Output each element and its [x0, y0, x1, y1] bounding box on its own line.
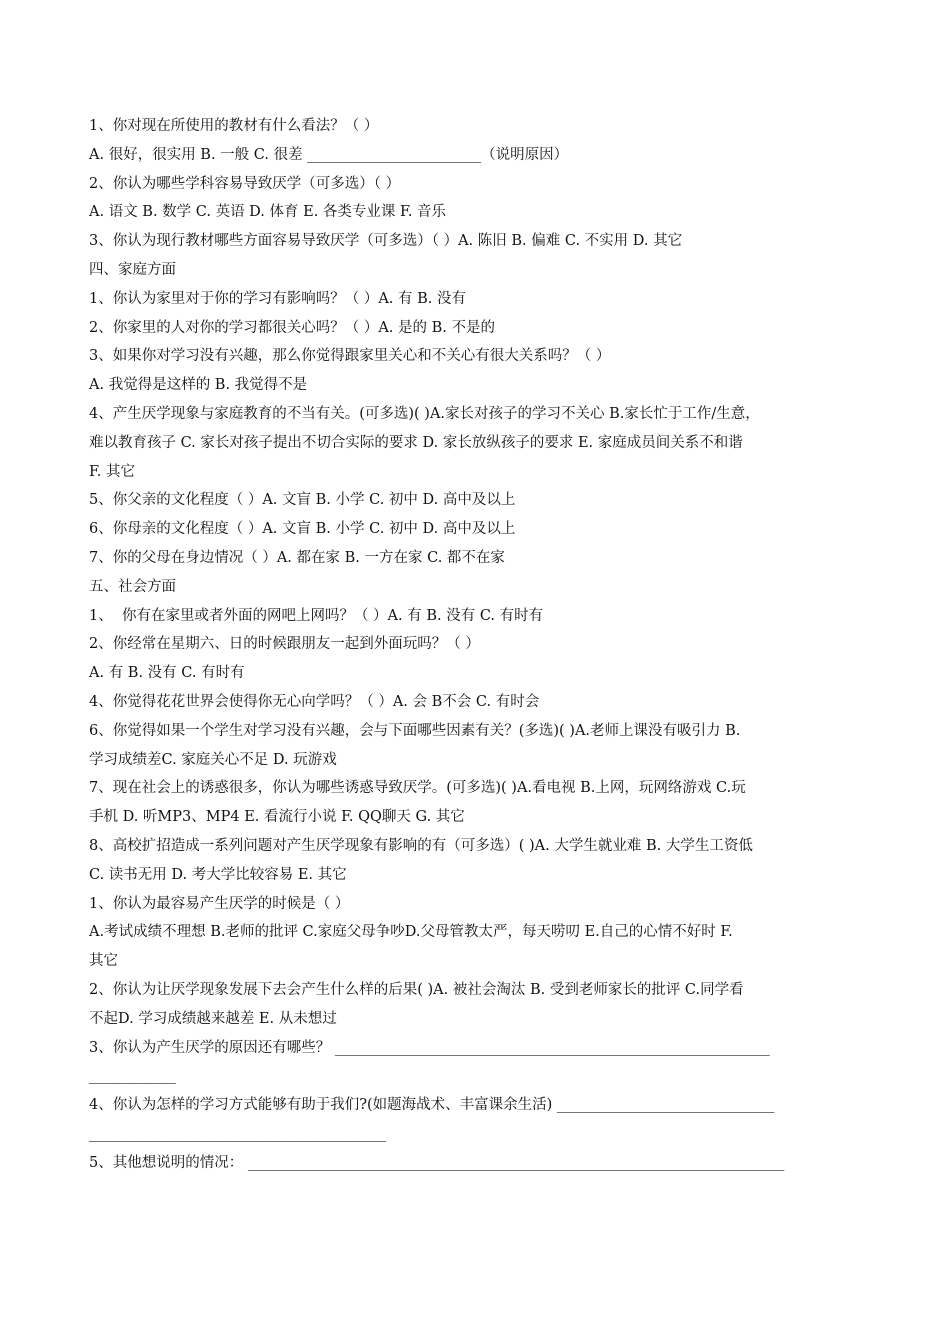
other-question-4-methods: 4、你认为怎样的学习方式能够有助于我们?(如题海战术、丰富课余生活) ______________________________: [89, 1097, 775, 1114]
society-question-6: 6、你觉得如果一个学生对学习没有兴趣，会与下面哪些因素有关？(多选)( )A.老师上课没有吸引力 B.: [89, 722, 741, 739]
society-question-8: 8、高校扩招造成一系列问题对产生厌学现象有影响的有（可多选）( )A. 大学生就业难 B. 大学生工资低: [89, 837, 753, 854]
other-question-3-reasons: 3、你认为产生厌学的原因还有哪些？ ____________________________________________________________: [89, 1039, 770, 1056]
questionnaire-page: [89, 112, 859, 1177]
society-question-6-cont: 学习成绩差C. 家庭关心不足 D. 玩游戏: [89, 751, 337, 768]
family-question-2: 2、你家里的人对你的学习都很关心吗？（ ）A. 是的 B. 不是的: [89, 319, 496, 336]
question-1-textbook-opinion: 1、你对现在所使用的教材有什么看法？（ ）: [89, 118, 379, 134]
other-question-5-remarks: 5、其他想说明的情况： __________________________________________________________________________: [89, 1154, 785, 1171]
family-question-4: 4、产生厌学现象与家庭教育的不当有关。(可多选)( )A.家长对孩子的学习不关心 B.家长忙于工作/生意，: [89, 405, 760, 422]
family-question-7-parents: 7、你的父母在身边情况（ ）A. 都在家 B. 一方在家 C. 都不在家: [89, 549, 505, 566]
section-heading-family: 四、家庭方面: [89, 261, 176, 278]
society-question-2-options: A. 有 B. 没有 C. 有时有: [89, 665, 245, 682]
question-2-options: A. 语文 B. 数学 C. 英语 D. 体育 E. 各类专业课 F. 音乐: [89, 204, 447, 221]
family-question-3: 3、如果你对学习没有兴趣，那么你觉得跟家里关心和不关心有很大关系吗？（ ）: [89, 348, 611, 365]
society-question-8-cont: C. 读书无用 D. 考大学比较容易 E. 其它: [89, 866, 347, 883]
society-question-2: 2、你经常在星期六、日的时候跟朋友一起到外面玩吗？（ ）: [89, 636, 480, 653]
society-question-4: 4、你觉得花花世界会使得你无心向学吗？（ ）A. 会 B不会 C. 有时会: [89, 693, 540, 710]
other-question-2-cont: 不起D. 学习成绩越来越差 E. 从未想过: [89, 1010, 337, 1027]
other-question-1-cont: 其它: [89, 953, 118, 970]
society-question-7-cont: 手机 D. 听MP3、MP4 E. 看流行小说 F. QQ聊天 G. 其它: [89, 809, 465, 826]
society-question-1: 1、 你有在家里或者外面的网吧上网吗？（ ）A. 有 B. 没有 C. 有时有: [89, 607, 544, 624]
family-question-1: 1、你认为家里对于你的学习有影响吗？（ ）A. 有 B. 没有: [89, 290, 467, 307]
family-question-4-cont2: F. 其它: [89, 463, 136, 480]
society-question-7: 7、现在社会上的诱惑很多，你认为哪些诱惑导致厌学。(可多选)( )A.看电视 B.上网，玩网络游戏 C.玩: [89, 780, 746, 797]
family-question-5-father: 5、你父亲的文化程度（ ）A. 文盲 B. 小学 C. 初中 D. 高中及以上: [89, 492, 516, 509]
question-1-options: A. 很好，很实用 B. 一般 C. 很差 ________________________（说明原因）: [89, 146, 569, 163]
family-question-3-options: A. 我觉得是这样的 B. 我觉得不是: [89, 377, 308, 394]
family-question-4-cont: 难以教育孩子 C. 家长对孩子提出不切合实际的要求 D. 家长放纵孩子的要求 E. 家庭成员间关系不和谐: [89, 434, 743, 451]
other-question-2: 2、你认为让厌学现象发展下去会产生什么样的后果( )A. 被社会淘汰 B. 受到老师家长的批评 C.同学看: [89, 981, 744, 998]
other-question-1: 1、你认为最容易产生厌学的时候是（ ）: [89, 895, 350, 912]
section-heading-society: 五、社会方面: [89, 578, 176, 595]
other-question-4-blank: _________________________________________: [89, 1125, 387, 1142]
other-question-1-options: A.考试成绩不理想 B.老师的批评 C.家庭父母争吵D.父母管教太严，每天唠叨 E.自己的心情不好时 F.: [89, 924, 733, 941]
question-2-subjects: 2、你认为哪些学科容易导致厌学（可多选）（ ）: [89, 175, 401, 192]
other-question-3-blank: ____________: [89, 1068, 176, 1085]
question-3-textbook-aspects: 3、你认为现行教材哪些方面容易导致厌学（可多选）（ ）A. 陈旧 B. 偏难 C. 不实用 D. 其它: [89, 233, 683, 250]
family-question-6-mother: 6、你母亲的文化程度（ ）A. 文盲 B. 小学 C. 初中 D. 高中及以上: [89, 521, 516, 538]
